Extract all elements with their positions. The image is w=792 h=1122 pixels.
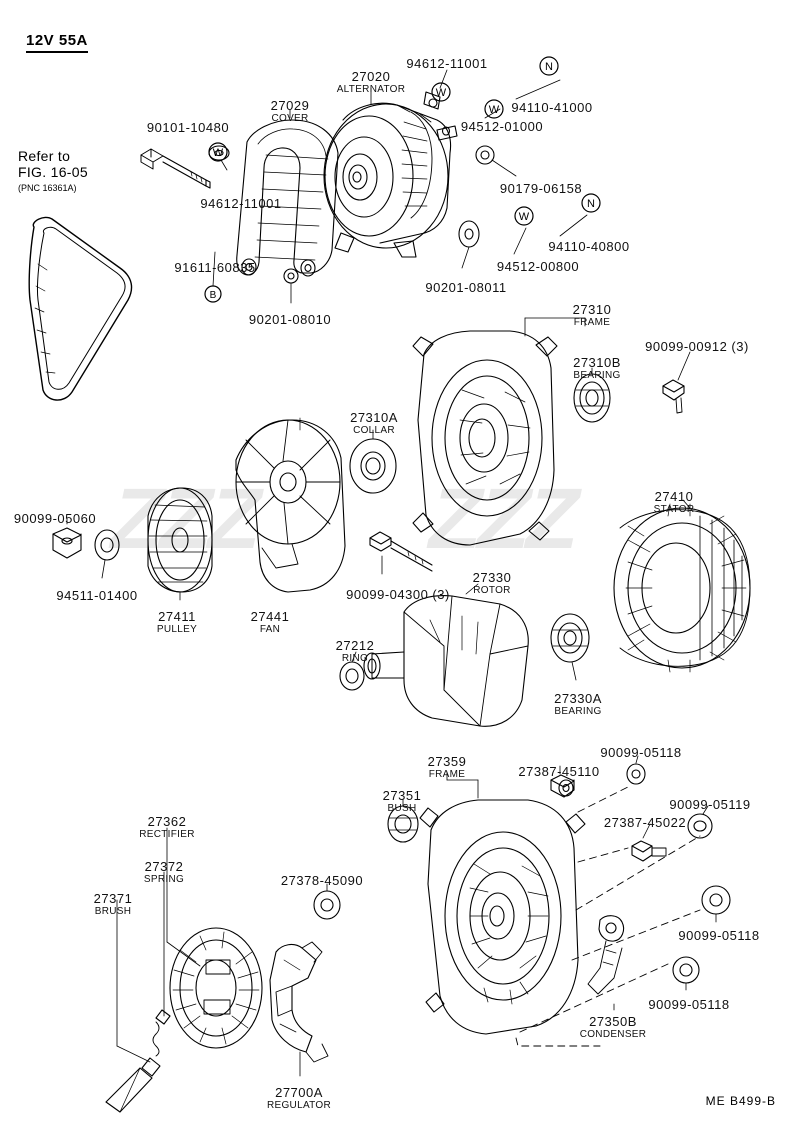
svg-text:W: W bbox=[435, 87, 447, 99]
watermark-left: ZZZ bbox=[101, 471, 268, 567]
part-name: ROTOR bbox=[473, 585, 511, 596]
part-number: 90099-05118 bbox=[678, 928, 760, 943]
part-label-27410 bbox=[654, 490, 695, 515]
part-label-27411 bbox=[157, 610, 197, 635]
refer-line-1: Refer to bbox=[18, 148, 71, 164]
part-label-94512-00800 bbox=[497, 260, 579, 273]
part-label-27371 bbox=[94, 892, 133, 917]
part-label-27387-45022 bbox=[604, 816, 686, 829]
part-number: 27310B bbox=[573, 355, 621, 370]
part-number: 27020 bbox=[351, 69, 391, 84]
part-number: 27387-45110 bbox=[518, 764, 600, 779]
part-label-90099-05119 bbox=[669, 798, 750, 811]
part-number: 27410 bbox=[654, 489, 694, 504]
part-number: 27700A bbox=[275, 1085, 323, 1100]
part-number: 94110-40800 bbox=[548, 239, 630, 254]
part-label-90201-08010 bbox=[249, 313, 331, 326]
part-number: 90099-05118 bbox=[600, 745, 682, 760]
part-name: RING bbox=[341, 653, 369, 664]
svg-text:N: N bbox=[587, 198, 595, 210]
part-label-27330 bbox=[473, 571, 512, 596]
part-number: 90179-06158 bbox=[499, 181, 583, 196]
part-number: 90201-08010 bbox=[248, 312, 332, 327]
part-number: 27378-45090 bbox=[280, 873, 364, 888]
part-name: BEARING bbox=[554, 706, 602, 717]
part-number: 27371 bbox=[93, 891, 133, 906]
part-number: 94512-01000 bbox=[460, 119, 544, 134]
part-name: COVER bbox=[271, 113, 309, 124]
part-label-94512-01000 bbox=[461, 120, 543, 133]
part-label-27441 bbox=[251, 610, 290, 635]
part-name: STATOR bbox=[653, 504, 695, 515]
part-number: 94612-11001 bbox=[406, 56, 488, 71]
part-label-27020 bbox=[337, 70, 406, 95]
part-label-90099-05118 bbox=[678, 929, 759, 942]
part-label-91611-60835 bbox=[174, 261, 255, 274]
part-label-90099-05118 bbox=[600, 746, 681, 759]
svg-text:N: N bbox=[545, 61, 553, 73]
watermark-right: ZZZ bbox=[419, 471, 586, 567]
part-label-27387-45110 bbox=[518, 765, 599, 778]
part-label-94612-11001 bbox=[200, 197, 281, 210]
part-label-27330a bbox=[554, 692, 602, 717]
part-number: 94612-11001 bbox=[200, 196, 282, 211]
part-name: FRAME bbox=[573, 317, 611, 328]
part-number: 27330A bbox=[554, 691, 602, 706]
part-label-94110-40800 bbox=[548, 240, 629, 253]
part-name: FAN bbox=[259, 624, 281, 635]
part-name: RECTIFIER bbox=[139, 829, 195, 840]
part-number: 94511-01400 bbox=[56, 588, 138, 603]
part-label-27378-45090 bbox=[281, 874, 363, 887]
part-label-90201-08011 bbox=[425, 281, 506, 294]
part-number: 90099-04300 (3) bbox=[346, 587, 450, 602]
part-name: BUSH bbox=[387, 803, 417, 814]
part-name: SPRING bbox=[143, 874, 185, 885]
part-name: CONDENSER bbox=[579, 1029, 647, 1040]
part-number: 27310 bbox=[572, 302, 612, 317]
part-label-27372 bbox=[144, 860, 184, 885]
part-number: 90201-08011 bbox=[425, 280, 507, 295]
part-number: 90099-05060 bbox=[13, 511, 97, 526]
svg-text:B: B bbox=[209, 290, 217, 301]
part-label-27029 bbox=[271, 99, 310, 124]
refer-line-2: FIG. 16-05 bbox=[18, 164, 88, 180]
part-label-27310 bbox=[573, 303, 612, 328]
part-number: 27362 bbox=[147, 814, 187, 829]
part-number: 27441 bbox=[250, 609, 290, 624]
part-name: ALTERNATOR bbox=[336, 84, 406, 95]
part-name: COLLAR bbox=[353, 425, 395, 436]
part-number: 91611-60835 bbox=[174, 260, 256, 275]
part-number: 27212 bbox=[335, 638, 375, 653]
part-number: 94110-41000 bbox=[511, 100, 593, 115]
svg-text:W: W bbox=[518, 211, 530, 223]
part-name: BEARING bbox=[573, 370, 621, 381]
part-name: PULLEY bbox=[156, 624, 198, 635]
refer-pnc: (PNC 16361A) bbox=[18, 183, 77, 193]
part-label-94110-41000 bbox=[511, 101, 592, 114]
part-label-27700a bbox=[267, 1086, 331, 1111]
part-number: 27351 bbox=[382, 788, 422, 803]
part-number: 27350B bbox=[589, 1014, 637, 1029]
part-number: 90099-05119 bbox=[669, 797, 751, 812]
diagram-code: ME B499-B bbox=[705, 1094, 776, 1108]
part-label-27359 bbox=[428, 755, 467, 780]
part-label-90099-05118 bbox=[648, 998, 729, 1011]
part-number: 27310A bbox=[350, 410, 398, 425]
part-label-90099-04300-3- bbox=[346, 588, 450, 601]
part-label-94511-01400 bbox=[56, 589, 137, 602]
part-label-27362 bbox=[139, 815, 194, 840]
part-label-90099-00912-3- bbox=[645, 340, 749, 353]
svg-text:W: W bbox=[488, 104, 500, 116]
part-label-90101-10480 bbox=[147, 121, 229, 134]
part-number: 94512-00800 bbox=[496, 259, 580, 274]
part-number: 27359 bbox=[427, 754, 467, 769]
part-number: 27372 bbox=[144, 859, 184, 874]
part-label-27310a bbox=[350, 411, 398, 436]
part-number: 90099-00912 (3) bbox=[645, 339, 749, 354]
part-label-27350b bbox=[580, 1015, 647, 1040]
part-label-27212 bbox=[336, 639, 375, 664]
part-name: REGULATOR bbox=[266, 1100, 332, 1111]
part-label-90099-05060 bbox=[14, 512, 96, 525]
part-number: 27387-45022 bbox=[603, 815, 687, 830]
part-number: 27330 bbox=[472, 570, 512, 585]
refer-note bbox=[18, 148, 88, 196]
part-number: 27411 bbox=[158, 609, 196, 624]
svg-text:W: W bbox=[212, 147, 224, 159]
part-label-27351 bbox=[383, 789, 422, 814]
part-label-90179-06158 bbox=[500, 182, 582, 195]
part-number: 27029 bbox=[270, 98, 310, 113]
page-title: 12V 55A bbox=[26, 32, 88, 53]
part-number: 90099-05118 bbox=[648, 997, 730, 1012]
part-number: 90101-10480 bbox=[146, 120, 230, 135]
part-label-27310b bbox=[573, 356, 621, 381]
part-name: BRUSH bbox=[94, 906, 132, 917]
part-name: FRAME bbox=[428, 769, 466, 780]
part-label-94612-11001 bbox=[406, 57, 487, 70]
